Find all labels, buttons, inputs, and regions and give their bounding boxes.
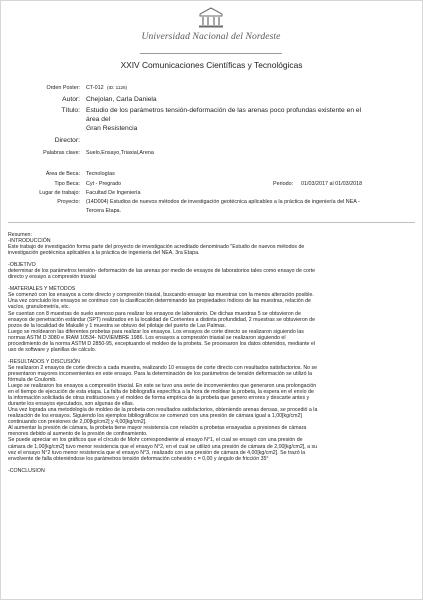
proyecto-line-1: (14D004) Estudios de nuevos métodos de investigación geotécnica aplicables a la práctica de ingeniería del NEA - bbox=[86, 199, 360, 205]
paragraph-line: en el tiempo de ejecución de esta etapa. La falta de bibliografía específica a la hora de moldear la probeta, la espera en el envío de bbox=[8, 389, 314, 396]
paragraph-line: vez el ensayo N°2 tuvo menor resistencia que el ensayo N°3, realizado con una presión de cámara de 4,00[kg/cm2]. Se trazó la bbox=[8, 449, 306, 456]
palabras-clave-value: Suelo,Ensayo,Triaxial,Arena bbox=[86, 150, 154, 156]
paragraph-line: Luego se realizaron los ensayos a compresión triaxial. En este se tuvo una serie de inconvenientes que generaron una prolongación bbox=[8, 383, 317, 390]
titulo-line-3: Gran Resistencia bbox=[86, 125, 138, 132]
titulo-line-1: Estudio de los parámetros tensión-deformación de las arenas poco profundas existente en el bbox=[86, 107, 362, 114]
paragraph-line: Se realizaron 2 ensayos de corte directo a cada muestra, realizando 10 ensayos de corte directo con resultados satisfactorios. No se bbox=[8, 364, 318, 371]
paragraph-line: normas ASTM D 3080 e IRAM 10534- NOVIEMBRE 1986. Los ensayos a compresión triaxial se realizaron siguiendo el bbox=[8, 334, 286, 341]
section-heading-introduccion: -INTRODUCCIÓN bbox=[8, 238, 51, 245]
orden-poster-label: Orden Poster: bbox=[46, 85, 80, 91]
area-beca-value: Tecnologías bbox=[86, 171, 115, 177]
paragraph-line: determinar de los parámetros tensión- deformación de las arenas por medio de ensayos de laboratorios tales como ensayo de corte bbox=[8, 268, 316, 275]
paragraph-line: uso de software y planillas de cálculo. bbox=[8, 346, 97, 353]
director-label: Director: bbox=[54, 137, 80, 144]
paragraph-line: la información solicitada de otras instituciones y el moldeo de forma empírica de la probeta que genero errores y descarte antes y bbox=[8, 395, 310, 402]
section-heading-materiales: -MATERIALES Y MÉTODOS bbox=[8, 286, 76, 293]
paragraph-line: envolvente de falla obteniéndose los parámetros tensión deformación cohesión c = 0,00 y ángulo de fricción 35° bbox=[8, 455, 269, 462]
paragraph-line: vacíos, granulometría, etc. bbox=[8, 304, 70, 311]
abstract-body bbox=[8, 232, 416, 474]
orden-poster-value: CT-012 bbox=[86, 85, 104, 91]
paragraph-line: ensayos de penetración estándar (SPT) realizados en la localidad de Corrientes a distinta profundidad, 2 muestras se obtuvieron de bbox=[8, 316, 316, 323]
resumen-heading: Resumen: bbox=[8, 232, 32, 238]
section-divider bbox=[8, 222, 415, 223]
palabras-clave-label: Palabras clave: bbox=[43, 150, 80, 156]
university-emblem-icon bbox=[196, 6, 226, 30]
paragraph-line: Una vez lograda una metodología de moldeo de la probeta con resultados satisfactorios, obteniendo arenas densas, se procedió a la bbox=[8, 407, 318, 414]
paragraph-line: Una vez concluido los ensayos se continuo con la clasificación determinando las propiedades índices de las muestras, relación de bbox=[8, 298, 311, 305]
header-divider bbox=[140, 53, 282, 54]
event-title: XXIV Comunicaciones Científicas y Tecnológicas bbox=[120, 60, 303, 70]
paragraph-line: pozos de la localidad de Makallé y 1 muestra se obtuvo del pilotaje del puerto de Las Palmas. bbox=[8, 322, 227, 329]
titulo-line-2: área del bbox=[86, 116, 111, 123]
area-beca-label: Área de Beca: bbox=[45, 171, 80, 177]
paragraph-line: menores debido al aumento de la presión de confinamiento. bbox=[8, 431, 148, 438]
paragraph-line: investigación geotécnica aplicables a la práctica de ingeniería del NEA. 3ra Etapa. bbox=[8, 250, 200, 257]
paragraph-line: realización de los ensayos. Siguiendo los ejemplos bibliográficos se comenzó con una presión de cámara igual a 1,00[kg/cm2] bbox=[8, 413, 302, 420]
paragraph-line: continuando con presiones de 2,00[kg/cm2] y 4,00[kg/cm2]. bbox=[8, 419, 147, 426]
titulo-label: Título: bbox=[61, 107, 80, 114]
paragraph-line: procedimiento de la norma ASTM D 2850-95, exceptuando el moldeo de la probeta. Se procesaron los datos obtenidos, mediante el bbox=[8, 340, 316, 347]
section-heading-resultados: -RESULTADOS Y DISCUSIÓN bbox=[8, 358, 80, 365]
paragraph-line: Se puede apreciar en los gráficos que el círculo de Mohr correspondiente al ensayo N°1, el cual se ensayó con una presión de bbox=[8, 437, 303, 444]
periodo-value: 01/03/2017 al 01/03/2018 bbox=[301, 181, 363, 187]
section-heading-objetivo: -OBJETIVO bbox=[8, 262, 36, 269]
periodo-label: Periodo: bbox=[273, 181, 294, 187]
autor-value: Chejolan, Carla Daniela bbox=[86, 96, 157, 103]
tipo-beca-label: Tipo Beca: bbox=[54, 181, 80, 187]
paragraph-line: directo y ensayo a compresión triaxial bbox=[8, 274, 96, 281]
orden-id: (ID: 1126) bbox=[107, 85, 128, 90]
lugar-trabajo-label: Lugar de trabajo: bbox=[39, 190, 80, 196]
tipo-beca-value: Cyt - Pregrado bbox=[86, 181, 122, 187]
university-name: Universidad Nacional del Nordeste bbox=[141, 31, 281, 42]
lugar-trabajo-value: Facultad De Ingeniería bbox=[86, 190, 141, 196]
paragraph-line: Se cuentan con 8 muestras de suelo arenoso para realizar los ensayos de laboratorio. De dichas muestras 5 se obtuvieron de bbox=[8, 310, 302, 317]
paragraph-line: Al aumentar la presión de cámara, la probeta tiene mayor resistencia con relación a probetas ensayadas a presiones de cámara bbox=[8, 425, 307, 432]
paragraph-line: presentaron mayores inconvenientes en este ensayo. Para la determinación de los parámetros de tensión deformación se utilizó la bbox=[8, 370, 313, 377]
proyecto-label: Proyecto: bbox=[57, 199, 80, 205]
paragraph-line: cámara de 1,00[kg/cm2] tuvo menor resistencia que el ensayo N°2, en el cual se utilizó una presión de cámara de 2,00[kg/cm2], a su bbox=[8, 443, 318, 450]
autor-label: Autor: bbox=[62, 96, 80, 103]
header-logo bbox=[116, 6, 306, 42]
section-heading-conclusion: -CONCLUSION bbox=[8, 467, 45, 474]
paragraph-line: Este trabajo de investigación forma parte del proyecto de investigación acreditado denominado "Estudio de nuevos métodos de bbox=[8, 244, 305, 251]
paragraph-line: Se comenzó con los ensayos a corte directo y compresión triaxial, buscando ensayar las muestras con la menos alteración posible. bbox=[8, 292, 314, 299]
paragraph-line: Luego se moldearon las diferentes probetas para realizar los ensayos. Los ensayos de corte directo se realizaron siguiendo las bbox=[8, 328, 304, 335]
paragraph-line: durante los ensayos ejecutados, son algunas de ellas. bbox=[8, 401, 135, 408]
paragraph-line: fórmula de Coulomb. bbox=[8, 376, 57, 383]
proyecto-line-2: Tercera Etapa. bbox=[86, 208, 122, 214]
